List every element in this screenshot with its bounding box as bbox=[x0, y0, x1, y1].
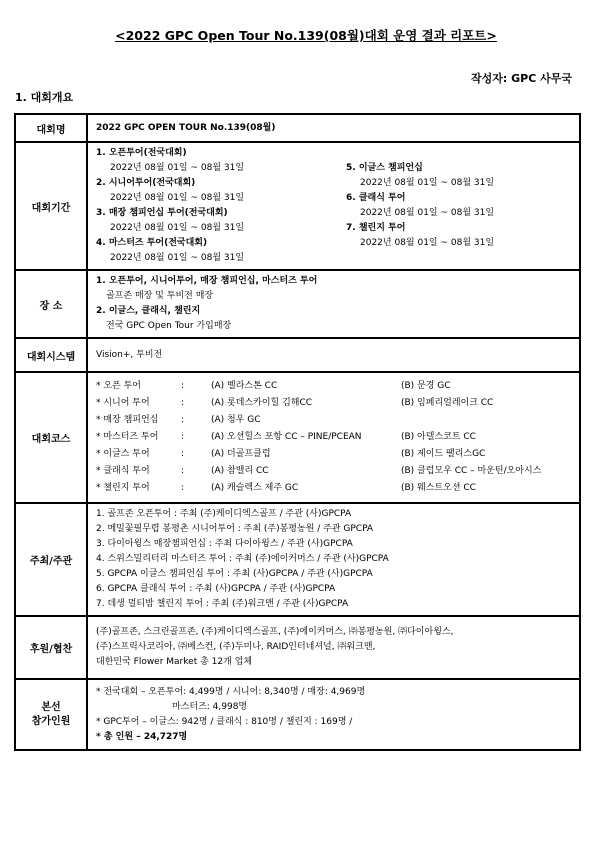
course-tour: * 시니어 투어 bbox=[96, 398, 150, 408]
value-period bbox=[87, 142, 580, 270]
venue-desc: 전국 GPC Open Tour 가입매장 bbox=[106, 321, 232, 331]
period-title: 7. 챌린지 투어 bbox=[346, 223, 406, 233]
value-sponsor bbox=[87, 616, 580, 679]
author-line: 작성자: GPC 사무국 bbox=[471, 72, 572, 85]
value-system: Vision+, 투비전 bbox=[87, 338, 580, 372]
course-row bbox=[96, 412, 571, 429]
row-sponsor bbox=[15, 616, 580, 679]
course-tour: * 오픈 투어 bbox=[96, 381, 141, 391]
course-b: (B) 문경 GC bbox=[401, 381, 451, 391]
course-a: (A) 참밸리 CC bbox=[211, 466, 269, 476]
label-course: 대회코스 bbox=[15, 372, 87, 503]
label-participants-line2: 참가인원 bbox=[31, 715, 71, 727]
period-title: 6. 클래식 투어 bbox=[346, 193, 406, 203]
venue-title: 1. 오픈투어, 시니어투어, 매장 챔피언십, 마스터즈 투어 bbox=[96, 276, 318, 286]
course-row bbox=[96, 429, 571, 446]
course-a: (A) 롯데스카이힐 김해CC bbox=[211, 398, 313, 408]
course-a: (A) 오션힐스 포항 CC – PINE/PCEAN bbox=[211, 432, 362, 442]
value-venue bbox=[87, 270, 580, 338]
period-date: 2022년 08월 01일 ~ 08월 31일 bbox=[360, 208, 495, 218]
period-title: 2. 시니어투어(전국대회) bbox=[96, 178, 196, 188]
host-item: 5. GPCPA 이글스 챔피언십 투어 : 주최 (사)GPCPA / 주관 (사)GPCPA bbox=[96, 569, 373, 579]
host-item: 2. 메밀꽃필무렵 봉평촌 시니어투어 : 주최 (주)봉평농원 / 주관 GPCPA bbox=[96, 524, 374, 534]
sponsor-line: (주)스프릭사코리아, ㈜베스컨, (주)두미나, RAID인터네셔널, ㈜워크맨, bbox=[96, 642, 376, 652]
period-left bbox=[96, 146, 346, 266]
row-period bbox=[15, 142, 580, 270]
course-sep: : bbox=[181, 432, 185, 442]
row-course bbox=[15, 372, 580, 503]
course-tour: * 매장 챔피언십 bbox=[96, 415, 159, 425]
course-row bbox=[96, 463, 571, 480]
section-heading: 1. 대회개요 bbox=[15, 91, 74, 104]
row-host bbox=[15, 503, 580, 616]
course-a: (A) 캐슬렉스 제주 GC bbox=[211, 483, 299, 493]
row-system bbox=[15, 338, 580, 372]
label-participants bbox=[15, 679, 87, 750]
period-title: 3. 매장 챔피언십 투어(전국대회) bbox=[96, 208, 228, 218]
course-a: (A) 벨라스톤 CC bbox=[211, 381, 278, 391]
period-date: 2022년 08월 01일 ~ 08월 31일 bbox=[110, 223, 245, 233]
period-right bbox=[346, 146, 566, 266]
label-name: 대회명 bbox=[15, 114, 87, 142]
venue-title: 2. 이글스, 클래식, 챌린지 bbox=[96, 306, 201, 316]
host-item: 6. GPCPA 클래식 투어 : 주최 (사)GPCPA / 주관 (사)GPCPA bbox=[96, 584, 336, 594]
course-b: (B) 임페리얼레이크 CC bbox=[401, 398, 494, 408]
label-period: 대회기간 bbox=[15, 142, 87, 270]
course-b: (B) 웨스트오션 CC bbox=[401, 483, 476, 493]
report-title: <2022 GPC Open Tour No.139(08월)대회 운영 결과 리포트> bbox=[115, 28, 497, 43]
label-sponsor: 후원/협찬 bbox=[15, 616, 87, 679]
course-sep: : bbox=[181, 449, 185, 459]
course-b: (B) 클럽모우 CC – 마운틴/오아시스 bbox=[401, 466, 542, 476]
period-date: 2022년 08월 01일 ~ 08월 31일 bbox=[360, 178, 495, 188]
period-date: 2022년 08월 01일 ~ 08월 31일 bbox=[110, 193, 245, 203]
course-b: (B) 제이드 팰리스GC bbox=[401, 449, 486, 459]
period-title: 1. 오픈투어(전국대회) bbox=[96, 148, 187, 158]
sponsor-line: (주)골프존, 스크린골프존, (주)케이디엑스골프, (주)에이커머스, ㈜봉평농원, ㈜다이아윙스, bbox=[96, 627, 454, 637]
value-course bbox=[87, 372, 580, 503]
course-sep: : bbox=[181, 381, 185, 391]
course-tour: * 클래식 투어 bbox=[96, 466, 150, 476]
course-tour: * 마스터즈 투어 bbox=[96, 432, 159, 442]
value-participants bbox=[87, 679, 580, 750]
host-item: 4. 스위스밀리터리 마스터즈 투어 : 주최 (주)에이커머스 / 주관 (사)GPCPA bbox=[96, 554, 389, 564]
period-date: 2022년 08월 01일 ~ 08월 31일 bbox=[110, 253, 245, 263]
course-row bbox=[96, 446, 571, 463]
course-a: (A) 더골프클럽 bbox=[211, 449, 271, 459]
period-date: 2022년 08월 01일 ~ 08월 31일 bbox=[360, 238, 495, 248]
label-system: 대회시스템 bbox=[15, 338, 87, 372]
course-b: (B) 아델스코트 CC bbox=[401, 432, 476, 442]
participants-line: 마스터즈: 4,998명 bbox=[172, 701, 248, 712]
course-row bbox=[96, 480, 571, 497]
period-date: 2022년 08월 01일 ~ 08월 31일 bbox=[110, 163, 245, 173]
host-item: 3. 다이아윙스 매장챔피언십 : 주최 다이아윙스 / 주관 (사)GPCPA bbox=[96, 539, 353, 549]
label-participants-line1: 본선 bbox=[41, 701, 61, 713]
value-name: 2022 GPC OPEN TOUR No.139(08월) bbox=[87, 114, 580, 142]
course-sep: : bbox=[181, 466, 185, 476]
row-participants bbox=[15, 679, 580, 750]
course-sep: : bbox=[181, 398, 185, 408]
venue-desc: 골프존 매장 및 투비전 매장 bbox=[106, 291, 214, 301]
course-tour: * 이글스 투어 bbox=[96, 449, 150, 459]
participants-line: * 전국대회 – 오픈투어: 4,499명 / 시니어: 8,340명 / 매장: 4,969명 bbox=[96, 686, 366, 697]
course-row bbox=[96, 395, 571, 412]
course-sep: : bbox=[181, 483, 185, 493]
course-row bbox=[96, 378, 571, 395]
participants-total: * 총 인원 – 24,727명 bbox=[96, 731, 188, 742]
overview-table bbox=[14, 113, 581, 751]
row-name bbox=[15, 114, 580, 142]
host-item: 1. 골프존 오픈투어 : 주최 (주)케이디엑스골프 / 주관 (사)GPCPA bbox=[96, 509, 352, 519]
course-a: (A) 청우 GC bbox=[211, 415, 261, 425]
value-host bbox=[87, 503, 580, 616]
label-host: 주최/주관 bbox=[15, 503, 87, 616]
participants-line: * GPC투어 – 이글스: 942명 / 클래식 : 810명 / 챌린지 : 169명 / bbox=[96, 716, 353, 727]
course-tour: * 챌린지 투어 bbox=[96, 483, 150, 493]
host-item: 7. 데생 멀티밤 챌린지 투어 : 주최 (주)워크맨 / 주관 (사)GPCPA bbox=[96, 599, 349, 609]
label-venue: 장 소 bbox=[15, 270, 87, 338]
period-title: 4. 마스터즈 투어(전국대회) bbox=[96, 238, 208, 248]
row-venue bbox=[15, 270, 580, 338]
sponsor-line: 대한민국 Flower Market 총 12개 업체 bbox=[96, 657, 253, 667]
course-sep: : bbox=[181, 415, 185, 425]
period-title: 5. 이글스 챔피언십 bbox=[346, 163, 423, 173]
